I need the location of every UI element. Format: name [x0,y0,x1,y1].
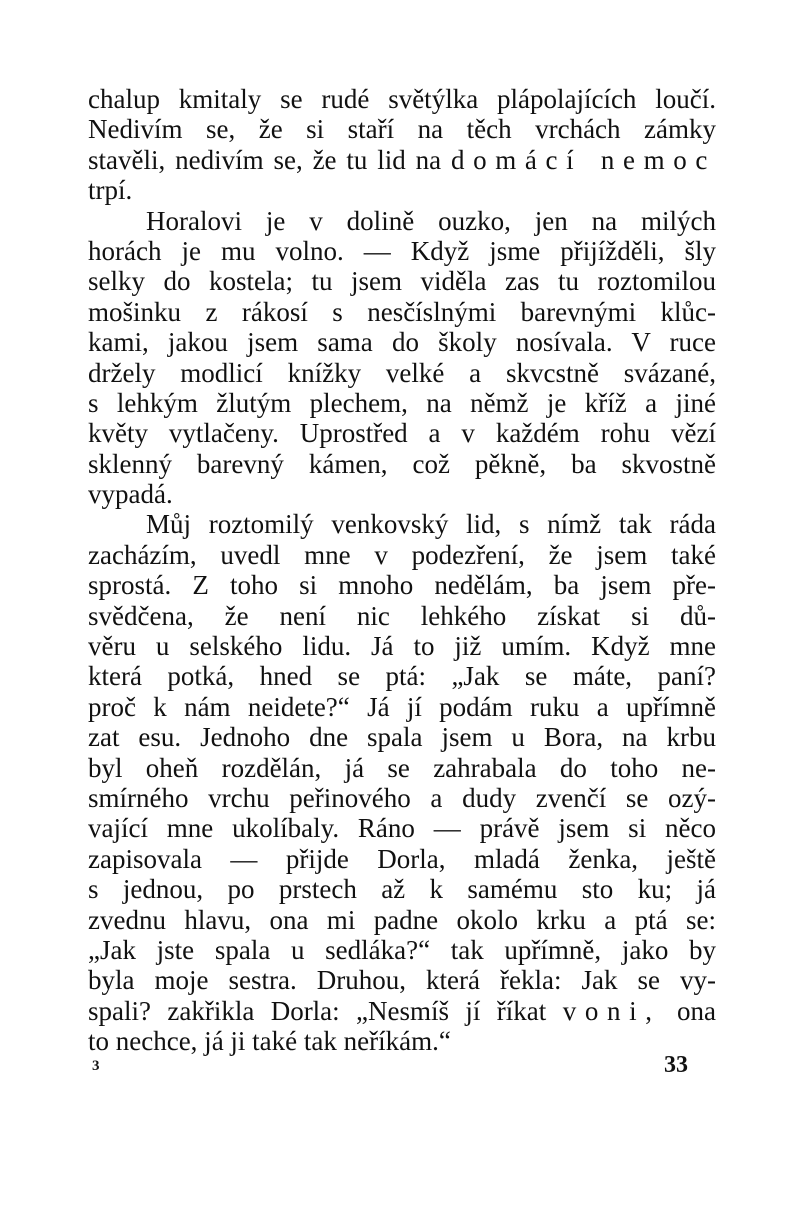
text-line: zat esu. Jednoho dne spala jsem u Bora, na krbu [88,722,716,753]
text-line: zapisovala — přijde Dorla, mladá ženka, ještě [88,843,716,874]
text-line: smírného vrchu peřinového a dudy zvenčí se ozý- [88,782,716,813]
text-span: ona [677,995,716,1026]
text-line: trpí. [88,175,133,206]
text-line: zacházím, uvedl mne v podezření, že jsem také [88,539,716,570]
text-line: věru u selského lidu. Já to již umím. Když mne [88,631,716,662]
text-line [88,996,716,1026]
text-line: kami, jakou jsem sama do školy nosívala. V ruce [88,327,716,358]
text-line: zvednu hlavu, ona mi padne okolo krku a ptá se: [88,904,716,935]
paragraph-first-line: Můj roztomilý venkovský lid, s nímž tak ráda [146,509,716,540]
text-line: byla moje sestra. Druhou, která řekla: Jak se vy- [88,965,716,996]
paragraph-first-line: Horalovi je v dolině ouzko, jen na milých [146,205,716,236]
text-line: selky do kostela; tu jsem viděla zas tu roztomilou [88,266,716,297]
text-line: byl oheň rozdělán, já se zahrabala do toho ne- [88,752,716,783]
spaced-phrase: domácí nemoc [451,144,716,175]
page-number: 33 [664,1052,688,1078]
text-line: horách je mu volno. — Když jsme přijížděli, šly [88,235,716,266]
text-line: sklenný barevný kámen, což pěkně, ba skvostně [88,448,716,479]
text-line: která potká, hned se ptá: „Jak se máte, paní? [88,661,716,692]
text-line: sprostá. Z toho si mnoho nedělám, ba jsem pře- [88,570,716,601]
text-line: „Jak jste spala u sedláka?“ tak upřímně, jako by [88,934,716,965]
text-line: svědčena, že není nic lehkého získat si dů- [88,600,716,631]
signature-mark: 3 [92,1058,100,1074]
text-span: spali? zakřikla Dorla: „Nesmíš jí říkat [88,995,547,1026]
text-line [88,145,716,175]
text-line: držely modlicí knížky velké a skvcstně svázané, [88,357,716,388]
text-line: proč k nám neidete?“ Já jí podám ruku a upřímně [88,691,716,722]
text-line: Nedivím se, že si staří na těch vrchách zámky [88,114,716,145]
text-line: to nechce, já ji také tak neříkám.“ [88,1026,451,1057]
text-line: chalup kmitaly se rudé světýlka plápolajících loučí. [88,84,716,114]
text-line: mošinku z rákosí s nesčíslnými barevnými klůc- [88,296,716,327]
text-span: stavěli, nedivím se, že tu lid na [88,144,442,175]
text-line: vypadá. [88,479,173,510]
spaced-word: voni, [562,995,661,1026]
text-line: květy vytlačeny. Uprostřed a v každém rohu vězí [88,418,716,449]
body-text [88,84,716,1057]
text-line: s lehkým žlutým plechem, na němž je kříž a jiné [88,387,716,418]
page-footer [88,1052,716,1082]
text-line: s jednou, po prstech až k samému sto ku; já [88,874,716,905]
text-line: vající mne ukolíbaly. Ráno — právě jsem si něco [88,813,716,844]
